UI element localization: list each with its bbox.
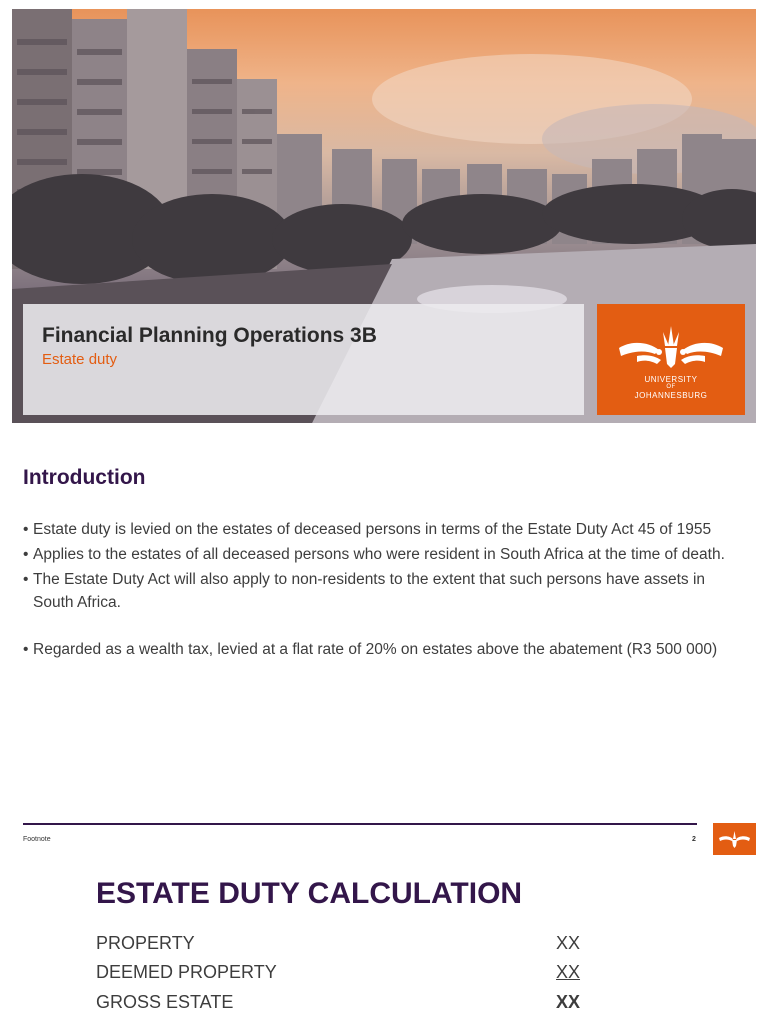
calc-row-value: XX [556, 992, 581, 1012]
title-box [23, 304, 584, 415]
logo-text-of: OF [666, 384, 676, 390]
bullet-list [23, 518, 743, 663]
bullet-item: • Applies to the estates of all deceased persons who were resident in South Africa at the time of death. [23, 543, 743, 566]
calculation-title: ESTATE DUTY CALCULATION [96, 877, 523, 910]
section-heading: Introduction [23, 466, 146, 489]
page-number: 2 [692, 836, 696, 843]
logo-text-johannesburg: JOHANNESBURG [634, 391, 708, 400]
presentation-subtitle: Estate duty [42, 351, 118, 368]
footnote: Footnote [23, 836, 51, 843]
bullet-item: • Regarded as a wealth tax, levied at a flat rate of 20% on estates above the abatement (R3 500 000) [23, 638, 743, 661]
bullet-item: • The Estate Duty Act will also apply to non-residents to the extent that such persons have assets in South Africa. [23, 568, 743, 614]
bullet-item: • Estate duty is levied on the estates of deceased persons in terms of the Estate Duty Act 45 of 1955 [23, 518, 743, 541]
calc-row-value: XX [556, 962, 581, 982]
calc-row-label: PROPERTY [96, 933, 195, 953]
footer-divider [23, 823, 697, 825]
mini-logo [713, 823, 756, 855]
presentation-title: Financial Planning Operations 3B [42, 324, 377, 347]
calc-row-value: XX [556, 933, 581, 953]
logo-text-university: UNIVERSITY [644, 375, 698, 384]
calc-row-label: GROSS ESTATE [96, 992, 234, 1012]
calc-row-label: DEEMED PROPERTY [96, 962, 277, 982]
university-logo [597, 304, 745, 415]
uj-crest-small-icon [713, 823, 756, 855]
hero-image [12, 9, 756, 423]
